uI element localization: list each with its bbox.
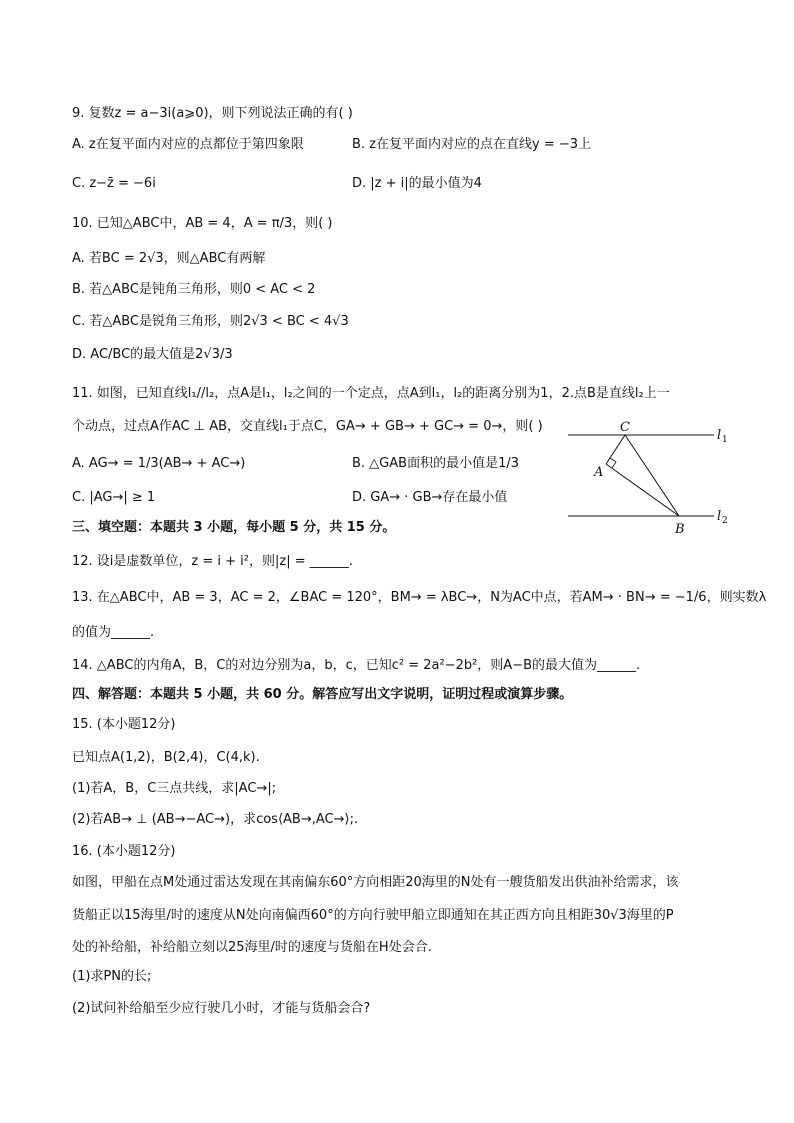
- q16-header: 16. (本小题12分): [72, 844, 176, 859]
- q10-option-a: A. 若BC = 2√3，则△ABC有两解: [72, 251, 266, 266]
- q16-line2: 货船正以15海里/时的速度从N处向南偏西60°的方向行驶甲船立即通知在其正西方向且相距30√3海里的P: [72, 908, 674, 923]
- q15-header: 15. (本小题12分): [72, 717, 176, 732]
- q16-line3: 处的补给船，补给船立刻以25海里/时的速度与货船在H处会合.: [72, 940, 432, 955]
- q12-text: 12. 设i是虚数单位，z = i + i²，则|z| = ______.: [72, 554, 353, 569]
- segment-ac: [606, 435, 625, 464]
- q16-part1: (1)求PN的长;: [72, 969, 152, 984]
- q10-option-c: C. 若△ABC是锐角三角形，则2√3 < BC < 4√3: [72, 314, 349, 329]
- label-l1-sub: 1: [722, 435, 728, 445]
- segment-ab: [606, 464, 679, 516]
- segment-cb: [625, 435, 679, 516]
- label-c: C: [620, 420, 630, 435]
- label-l2: l: [717, 509, 722, 524]
- q9-option-d: D. |z + i|的最小值为4: [352, 176, 482, 191]
- q14-text: 14. △ABC的内角A，B，C的对边分别为a，b，c，已知c² = 2a²−2b²，则A−B的最大值为______.: [72, 658, 641, 673]
- q15-part2: (2)若AB→ ⊥ (AB→−AC→)，求cos⟨AB→,AC→⟩;.: [72, 812, 359, 827]
- q13-line2: 的值为______.: [72, 625, 155, 640]
- label-l2-sub: 2: [722, 516, 728, 526]
- label-l1: l: [717, 428, 722, 443]
- q11-option-a: A. AG→ = 1/3(AB→ + AC→): [72, 456, 246, 471]
- q10-option-b: B. 若△ABC是钝角三角形，则0 < AC < 2: [72, 282, 316, 297]
- q13-line1: 13. 在△ABC中，AB = 3，AC = 2，∠BAC = 120°，BM→ = λBC→，N为AC中点，若AM→ · BN→ = −1/6，则实数λ: [72, 590, 767, 605]
- q9-option-b: B. z在复平面内对应的点在直线y = −3上: [352, 137, 592, 152]
- q11-stem-line1: 11. 如图，已知直线l₁//l₂，点A是l₁，l₂之间的一个定点，点A到l₁，l₂的距离分别为1，2.点B是直线l₂上一: [72, 386, 670, 401]
- q10-option-d: D. AC/BC的最大值是2√3/3: [72, 347, 233, 362]
- section-4-heading: 四、解答题：本题共 5 小题，共 60 分。解答应写出文字说明，证明过程或演算步骤。: [72, 687, 573, 702]
- q11-stem-line2: 个动点，过点A作AC ⊥ AB，交直线l₁于点C，GA→ + GB→ + GC→ = 0→，则( ): [72, 419, 543, 434]
- q11-option-c: C. |AG→| ≥ 1: [72, 490, 156, 505]
- q16-part2: (2)试问补给船至少应行驶几小时，才能与货船会合?: [72, 1001, 371, 1016]
- q15-part1: (1)若A，B，C三点共线，求|AC→|;: [72, 781, 277, 796]
- q10-stem: 10. 已知△ABC中，AB = 4，A = π/3，则( ): [72, 216, 333, 231]
- label-b: B: [675, 522, 685, 537]
- q9-option-a: A. z在复平面内对应的点都位于第四象限: [72, 137, 304, 152]
- q16-line1: 如图，甲船在点M处通过雷达发现在其南偏东60°方向相距20海里的N处有一艘货船发出供油补给需求，该: [72, 875, 679, 890]
- section-3-heading: 三、填空题：本题共 3 小题，每小题 5 分，共 15 分。: [72, 520, 396, 535]
- q11-option-b: B. △GAB面积的最小值是1/3: [352, 456, 519, 471]
- label-a: A: [594, 465, 604, 480]
- q9-option-c: C. z−z̄ = −6i: [72, 176, 156, 191]
- q11-option-d: D. GA→ · GB→存在最小值: [352, 490, 508, 505]
- q9-stem: 9. 复数z = a−3i(a⩾0)，则下列说法正确的有( ): [72, 106, 353, 121]
- right-angle-mark: [610, 458, 616, 468]
- q15-given: 已知点A(1,2)，B(2,4)，C(4,k).: [72, 750, 260, 765]
